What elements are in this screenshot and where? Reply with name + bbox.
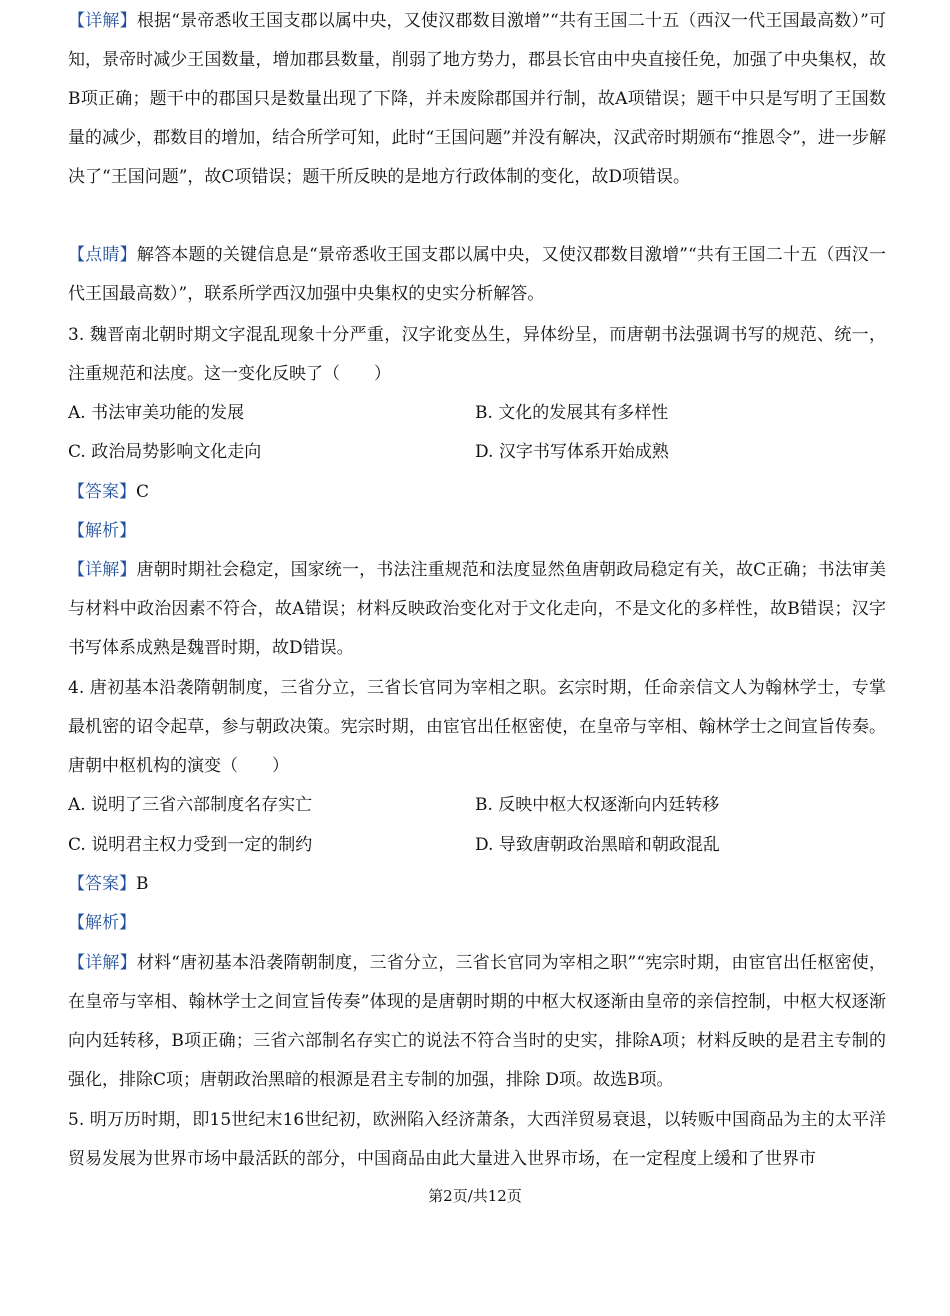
q3-option-d: D. 汉字书写体系开始成熟: [475, 442, 669, 462]
q4-option-b: B. 反映中枢大权逐渐向内廷转移: [475, 795, 720, 815]
q4-analysis-label: [68, 904, 136, 943]
q3-option-b: B. 文化的发展其有多样性: [475, 403, 669, 423]
q4-detail-paragraph: [68, 944, 886, 1100]
q4-stem: 4. 唐初基本沿袭隋朝制度，三省分立，三省长官同为宰相之职。玄宗时期，任命亲信文人为翰林学士，专掌最机密的诏令起草，参与朝政决策。宪宗时期，由宦官出任枢密使，在皇帝与宰相、翰林学士之间宣旨传奏。唐朝中枢机构的演变（ ）: [68, 678, 886, 776]
q3-answer-value: C: [136, 482, 150, 502]
answer-label: 【答案】: [68, 874, 136, 894]
q4-option-c: C. 说明君主权力受到一定的制约: [68, 835, 313, 855]
q3-stem: 3. 魏晋南北朝时期文字混乱现象十分严重，汉字讹变丛生，异体纷呈，而唐朝书法强调书写的规范、统一，注重规范和法度。这一变化反映了（ ）: [68, 325, 886, 384]
q3-option-c: C. 政治局势影响文化走向: [68, 442, 262, 462]
q2-detail-paragraph: [68, 2, 886, 197]
q3-detail-paragraph: [68, 551, 886, 668]
answer-label: 【答案】: [68, 482, 136, 502]
q3-analysis-label: [68, 512, 136, 551]
q2-note-text: 解答本题的关键信息是“景帝悉收王国支郡以属中央，又使汉郡数目激增”“共有王国二十五（西汉一代王国最高数）”，联系所学西汉加强中央集权的史实分析解答。: [68, 245, 887, 304]
page-number-footer: 第2页/共12页: [428, 1187, 522, 1205]
q4-answer-value: B: [136, 874, 149, 894]
note-label: 【点睛】: [68, 245, 137, 265]
q2-detail-text: 根据“景帝悉收王国支郡以属中央，又使汉郡数目激增”“共有王国二十五（西汉一代王国最高数）”可知，景帝时减少王国数量，增加郡县数量，削弱了地方势力，郡县长官由中央直接任免，加强了中央集权，故B项正确；题干中的郡国只是数量出现了下降，并未废除郡国并行制，故A项错误；题干中只是写明了王国数量的减少，郡数目的增加，结合所学可知，此时“王国问题”并没有解决，汉武帝时期颁布“推恩令”，进一步解决了“王国问题”，故C项错误；题干所反映的是地方行政体制的变化，故D项错误。: [68, 11, 886, 187]
q4-option-a: A. 说明了三省六部制度名存实亡: [68, 795, 313, 815]
q3-option-a: A. 书法审美功能的发展: [68, 403, 245, 423]
q3-answer-line: [68, 473, 149, 512]
q4-detail-text: 材料“唐初基本沿袭隋朝制度，三省分立，三省长官同为宰相之职”“宪宗时期，由宦官出任枢密使，在皇帝与宰相、翰林学士之间宣旨传奏”体现的是唐朝时期的中枢大权逐渐由皇帝的亲信控制，中枢大权逐渐向内廷转移，B项正确；三省六部制名存实亡的说法不符合当时的史实，排除A项；材料反映的是君主专制的强化，排除C项；唐朝政治黑暗的根源是君主专制的加强，排除 D项。故选B项。: [68, 953, 887, 1090]
q4-option-d: D. 导致唐朝政治黑暗和朝政混乱: [475, 835, 720, 855]
q2-note-paragraph: [68, 236, 886, 314]
detail-label: 【详解】: [68, 11, 137, 31]
q3-detail-text: 唐朝时期社会稳定，国家统一，书法注重规范和法度显然鱼唐朝政局稳定有关，故C正确；书法审美与材料中政治因素不符合，故A错误；材料反映政治变化对于文化走向，不是文化的多样性，故B错误；汉字书写体系成熟是魏晋时期，故D错误。: [68, 560, 886, 658]
q5-stem: 5. 明万历时期，即15世纪末16世纪初，欧洲陷入经济萧条，大西洋贸易衰退，以转贩中国商品为主的太平洋贸易发展为世界市场中最活跃的部分，中国商品由此大量进入世界市场，在一定程度上缓和了世界市: [68, 1110, 886, 1169]
analysis-label: 【解析】: [68, 913, 136, 933]
analysis-label: 【解析】: [68, 521, 136, 541]
detail-label: 【详解】: [68, 953, 137, 973]
q4-answer-line: [68, 865, 149, 904]
detail-label: 【详解】: [68, 560, 137, 580]
